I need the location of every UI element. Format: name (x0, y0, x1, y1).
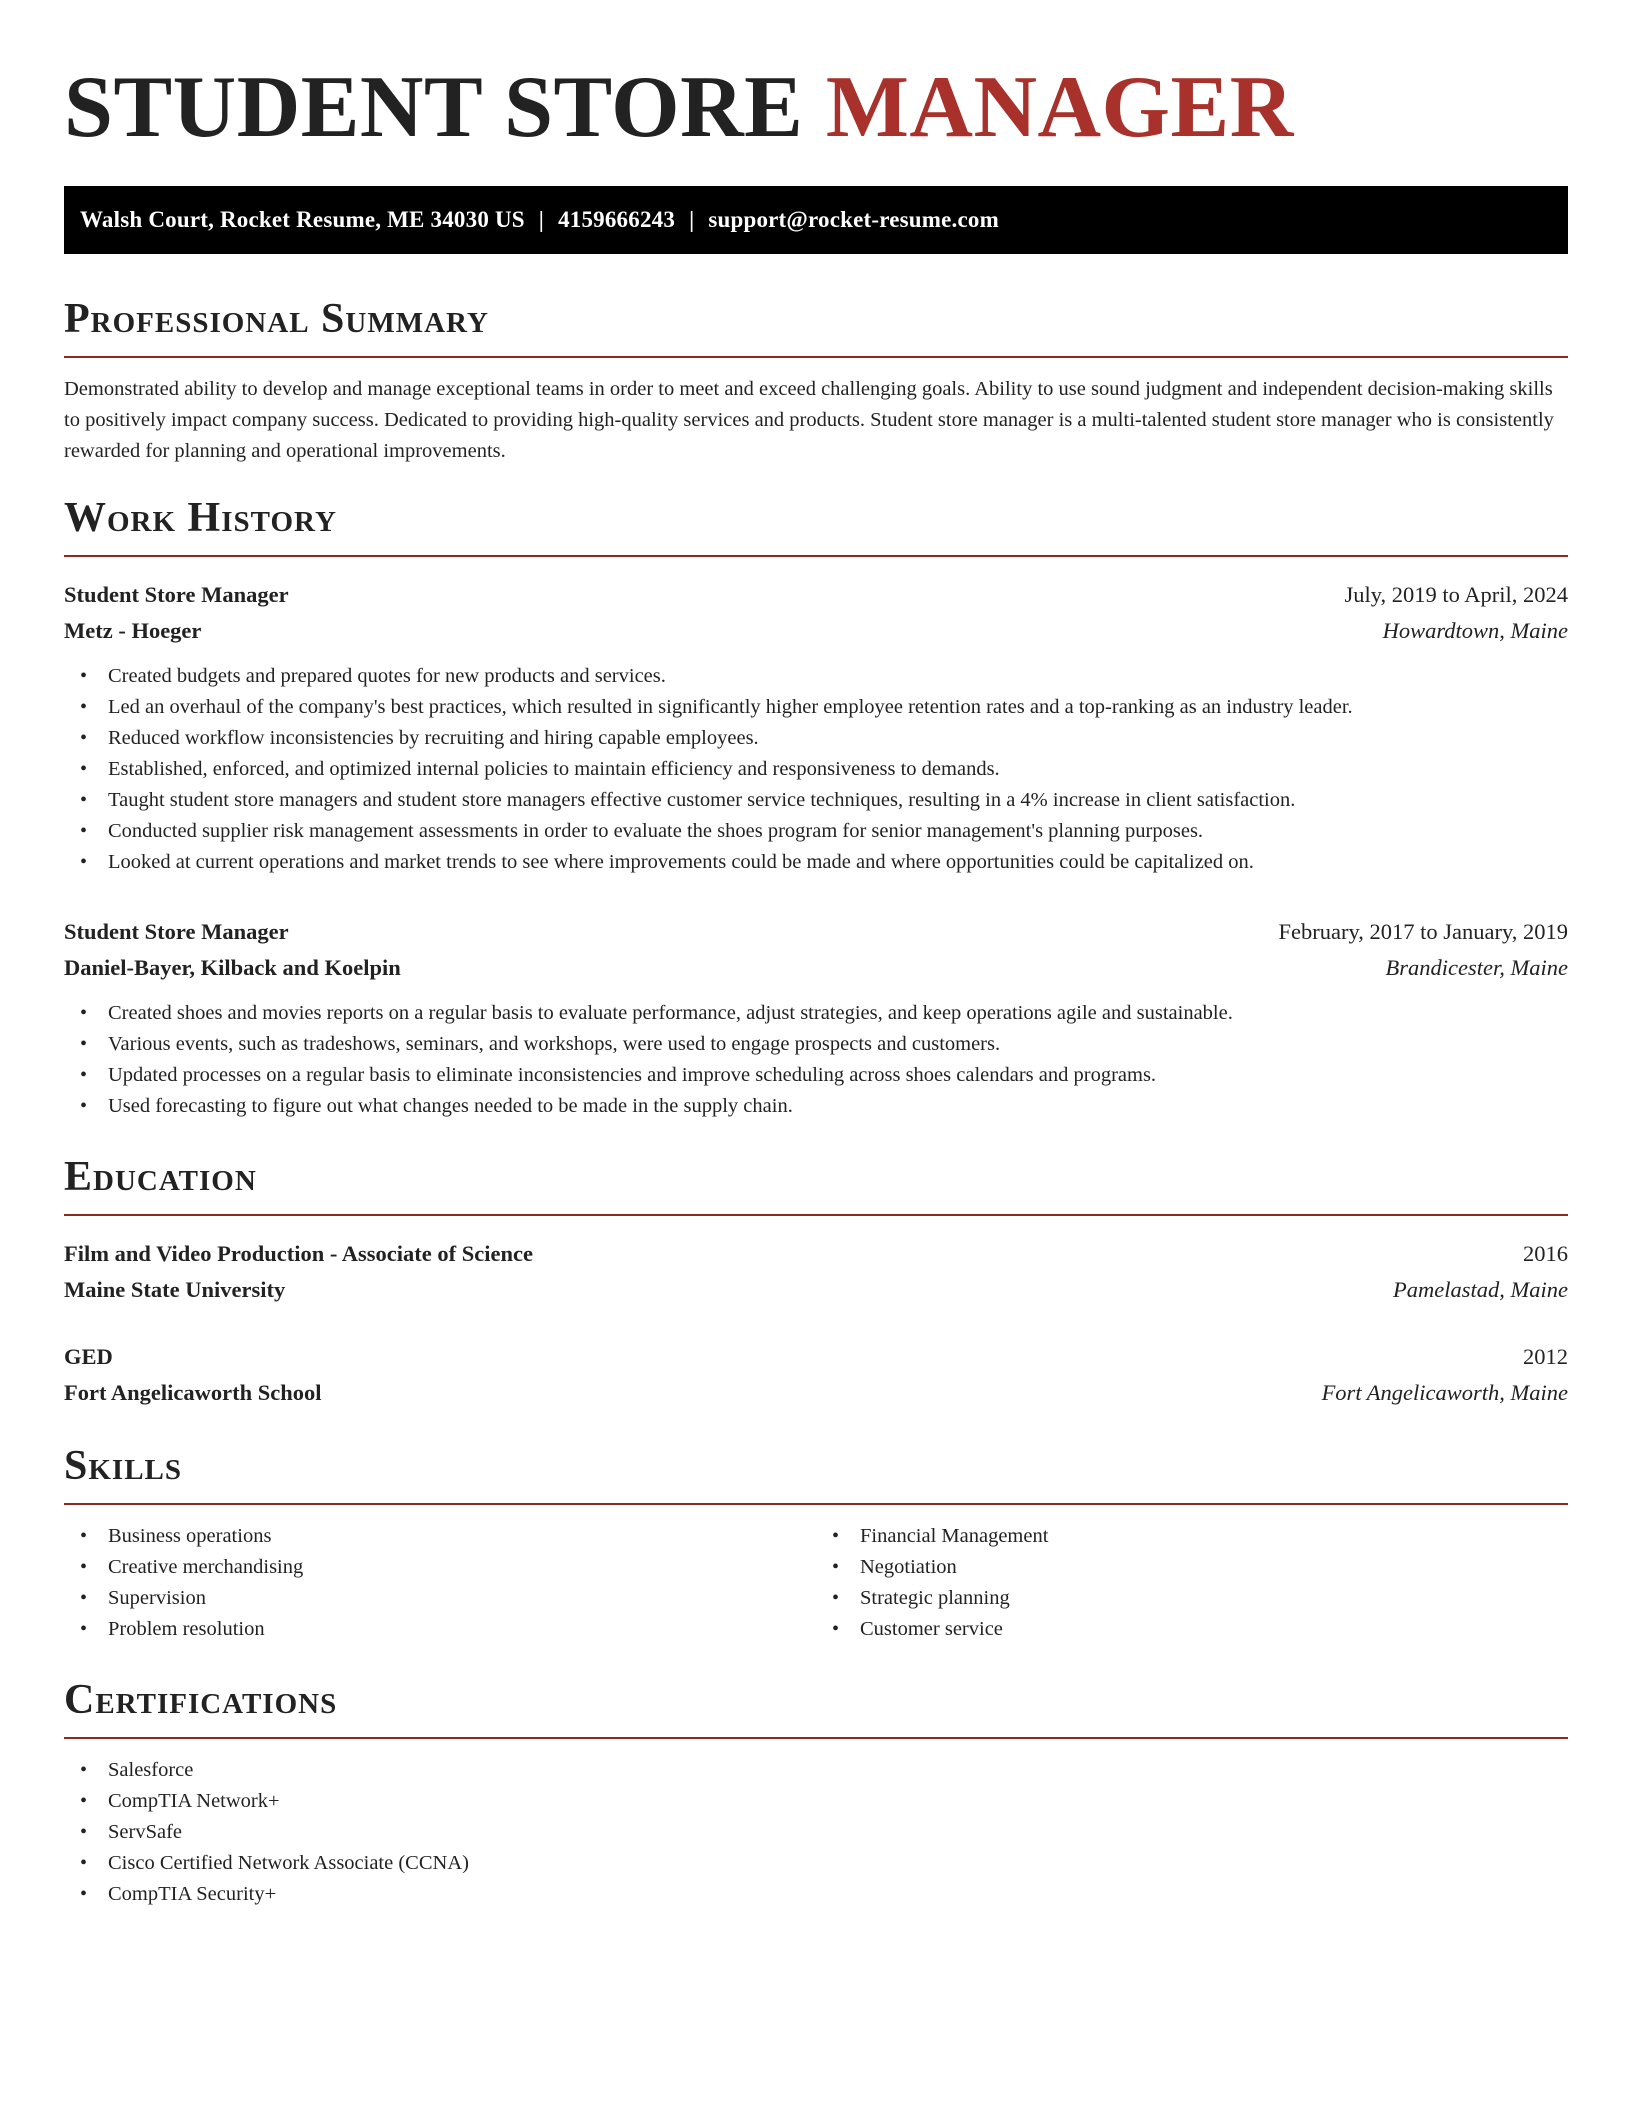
contact-bar (64, 186, 1568, 254)
work-history-heading: Work History (64, 495, 337, 541)
job-dates: February, 2017 to January, 2019 (1278, 919, 1568, 944)
job-bullet: • Reduced workflow inconsistencies by recruiting and hiring capable employees. (80, 723, 1568, 754)
education-degree-row (64, 1236, 1568, 1272)
job-bullets (64, 998, 1568, 1122)
job-bullet: • Established, enforced, and optimized internal policies to maintain efficiency and responsiveness to demands. (80, 754, 1568, 785)
skill-item: • Supervision (80, 1583, 816, 1614)
certifications-heading: Certifications (64, 1677, 338, 1723)
job-dates: July, 2019 to April, 2024 (1344, 582, 1568, 607)
education-school-row (64, 1272, 1568, 1308)
education-section (64, 1156, 1568, 1411)
section-divider (64, 1503, 1568, 1505)
education-degree-row (64, 1339, 1568, 1375)
job-bullet: • Led an overhaul of the company's best practices, which resulted in significantly higher employee retention rates and a top-ranking as an industry leader. (80, 692, 1568, 723)
job-bullet: • Various events, such as tradeshows, seminars, and workshops, were used to engage prospects and customers. (80, 1029, 1568, 1060)
contact-separator: | (689, 207, 695, 232)
section-divider (64, 1214, 1568, 1216)
education-entry (64, 1339, 1568, 1411)
section-divider (64, 1737, 1568, 1739)
education-year: 2016 (1523, 1241, 1568, 1266)
contact-email[interactable]: support@rocket-resume.com (708, 207, 999, 232)
skills-section (64, 1445, 1568, 1645)
skills-heading: Skills (64, 1443, 183, 1489)
job-header-row (64, 577, 1568, 613)
education-school-row (64, 1375, 1568, 1411)
section-divider (64, 555, 1568, 557)
certifications-list (64, 1755, 1568, 1910)
education-degree: GED (64, 1344, 113, 1369)
contact-address: Walsh Court, Rocket Resume, ME 34030 US (80, 207, 525, 232)
education-year: 2012 (1523, 1344, 1568, 1369)
education-degree: Film and Video Production - Associate of Science (64, 1241, 533, 1266)
skills-grid (64, 1521, 1568, 1645)
summary-text: Demonstrated ability to develop and manage exceptional teams in order to meet and exceed challenging goals. Ability to use sound judgment and independent decision-making skills to positively impact company success. Dedicated to providing high-quality services and products. Student store manager is a multi-talented student store manager who is consistently rewarded for planning and operational improvements. (64, 378, 1554, 462)
job-bullet: • Taught student store managers and student store managers effective customer service techniques, resulting in a 4% increase in client satisfaction. (80, 785, 1568, 816)
education-entry (64, 1236, 1568, 1308)
job-role: Student Store Manager (64, 919, 289, 944)
summary-section (64, 298, 1568, 467)
contact-separator: | (538, 207, 545, 232)
job-location: Howardtown, Maine (1382, 618, 1568, 643)
title-plain: STUDENT STORE (64, 59, 826, 156)
education-school: Fort Angelicaworth School (64, 1380, 322, 1405)
certification-item: • Cisco Certified Network Associate (CCNA) (80, 1848, 1568, 1879)
education-location: Fort Angelicaworth, Maine (1321, 1380, 1568, 1405)
skill-item: • Business operations (80, 1521, 816, 1552)
job-role: Student Store Manager (64, 582, 289, 607)
skill-item: • Financial Management (832, 1521, 1568, 1552)
skill-item: • Creative merchandising (80, 1552, 816, 1583)
job-company-row (64, 613, 1568, 649)
job-bullet: • Created budgets and prepared quotes for new products and services. (80, 661, 1568, 692)
skill-item: • Negotiation (832, 1552, 1568, 1583)
job-location: Brandicester, Maine (1385, 955, 1568, 980)
job-bullet: • Created shoes and movies reports on a regular basis to evaluate performance, adjust strategies, and keep operations agile and sustainable. (80, 998, 1568, 1029)
section-divider (64, 356, 1568, 358)
skills-column-left (64, 1521, 816, 1645)
resume-title (64, 56, 1568, 156)
title-accent: MANAGER (825, 59, 1294, 156)
job-company: Metz - Hoeger (64, 618, 202, 643)
job-bullet: • Updated processes on a regular basis to eliminate inconsistencies and improve scheduling across shoes calendars and programs. (80, 1060, 1568, 1091)
skill-item: • Strategic planning (832, 1583, 1568, 1614)
certification-item: • Salesforce (80, 1755, 1568, 1786)
job-bullets (64, 661, 1568, 878)
skill-item: • Problem resolution (80, 1614, 816, 1645)
contact-phone[interactable]: 4159666243 (558, 207, 676, 232)
job-bullet: • Conducted supplier risk management assessments in order to evaluate the shoes program for senior management's planning purposes. (80, 816, 1568, 847)
certification-item: • CompTIA Security+ (80, 1879, 1568, 1910)
work-history-section (64, 497, 1568, 1122)
job-company: Daniel-Bayer, Kilback and Koelpin (64, 955, 401, 980)
summary-heading: Professional Summary (64, 296, 489, 342)
certifications-section (64, 1679, 1568, 1910)
education-school: Maine State University (64, 1277, 286, 1302)
job-header-row (64, 914, 1568, 950)
skills-column-right (816, 1521, 1568, 1645)
education-heading: Education (64, 1154, 257, 1200)
certification-item: • CompTIA Network+ (80, 1786, 1568, 1817)
job-entry (64, 914, 1568, 1122)
job-bullet: • Used forecasting to figure out what changes needed to be made in the supply chain. (80, 1091, 1568, 1122)
job-company-row (64, 950, 1568, 986)
certification-item: • ServSafe (80, 1817, 1568, 1848)
skill-item: • Customer service (832, 1614, 1568, 1645)
education-location: Pamelastad, Maine (1393, 1277, 1568, 1302)
job-bullet: • Looked at current operations and market trends to see where improvements could be made and where opportunities could be capitalized on. (80, 847, 1568, 878)
job-entry (64, 577, 1568, 878)
